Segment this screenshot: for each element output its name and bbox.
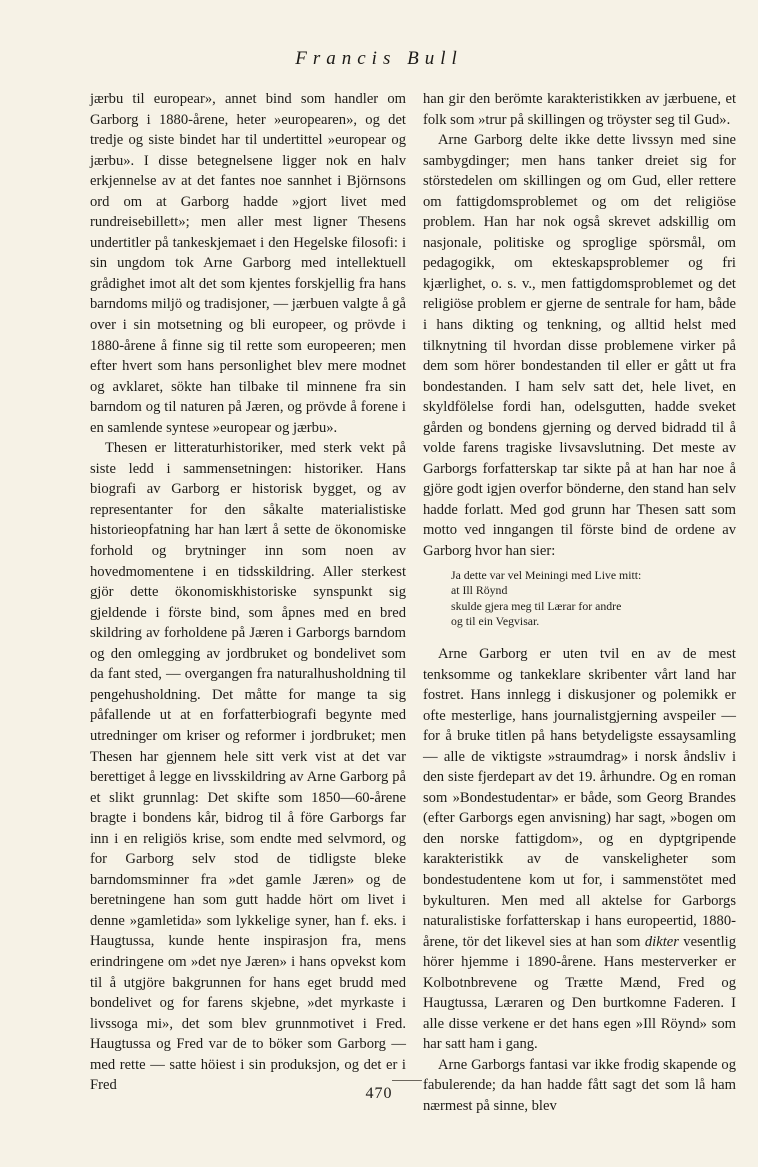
text-run: Arne Garborg er uten tvil en av de mest tenksomme og tankeklare skribenter vårt land har fostret. Hans innlegg i diskusjoner og polemikk er ofte mesterlige, hans journalistgjerning avspeiler — for å bruke titlen på hans betydeligste essaysamling — alle de viktigste »straumdrag» i norsk åndsliv i den siste fjerdepart av det 19. århundre. Og en roman som »Bondestudentar» er både, som Georg Brandes (efter Garborgs egen anvisning) har sagt, »bogen om den norske fattigdom», og en dyptgripende karakteristikk av de vanskeligheter som bondestudentene kom ut for, i sammenstötet med bykulturen. Men med all aktelse for Garborgs naturalistiske forfatterskap i hans europeertid, 1880-årene, tör det likevel sies at han som xyxy=(423,645,736,950)
verse-line: Ja dette var vel Meiningi med Live mitt: xyxy=(451,567,642,582)
footer-divider xyxy=(392,1080,422,1081)
paragraph: Arne Garborgs fantasi var ikke frodig skapende og fabulerende; da han hadde fått sagt det som lå ham nærmest på sinne, blev xyxy=(423,1056,736,1114)
verse-line: og til ein Vegvisar. xyxy=(451,614,540,629)
paragraph: Arne Garborg delte ikke dette livssyn med sine sambygdinger; men hans tanker dreiet sig for störstedelen om skillingen og om Gud, eller rettere om fattigdomsproblemet og om det religiöse problem. Han har nok også skrevet adskillig om nasjonale, politiske og sproglige spörsmål, om pedagogikk, om ekteskapsproblemer og fri kjærlighet, o. s. v., men fattigdomsproblemet og det religiöse problem er gjerne de sentrale for ham, både i hans dikting og tenkning, og alltid helst med tilknytning til hvordan disse problemene virker på dem som hörer bondestanden til eller er gått ut fra bondestanden. I ham selv satt det, hele livet, en skyldfölelse fordi han, odelsgutten, hadde sveket gården og bondens gjerning og derved bidradd til å volde farens tragiske livsavslutning. Det meste av Garborgs forfatterskap tar sikte på at han har noe å gjöre godt igjen overfor bönderne, den stand han selv hadde forlatt. Med god grunn har Thesen satt som motto ved inngangen til förste bind de ordene av Garborg hvor han sier: xyxy=(423,132,736,560)
motto-verse xyxy=(451,568,736,630)
page-number: 470 xyxy=(365,1085,393,1102)
paragraph xyxy=(423,644,736,1055)
paragraph: Thesen er litteraturhistoriker, med sterk vekt på siste ledd i sammensetningen: historiker. Hans biografi av Garborg er historisk bygget, og av representanter for den såkalte materialistiske historieopfatning har han lært å sette de ökonomiske forhold og brytninger inn som noen av hovedmomentene i en tidsskildring. Aller sterkest gjör dette ökonomiskhistoriske synspunkt sig gjeldende i förste bind, som åpnes med en bred skildring av forholdene på Jæren i Garborgs barndom og den omlegging av jordbruket og bondelivet som da fant sted, — overgangen fra naturalhusholdning til pengehusholdning. Det måtte for mange ta sig påfallende ut at en forfatterbiografi begynte med utredninger om kriser og reformer i jordbruket; men Thesen har gjennem hele sitt verk vist at det var berettiget å legge en livsskildring av Arne Garborg på et slikt grunnlag: Det skifte som 1850—60-årene bragte i bondens kår, bidrog til å före Garborgs far inn i en religiös krise, som endte med selvmord, og for Garborg selv stod de tidligste bleke barndomsminner fra »det gamle Jæren» og de beretningene han som gutt hadde hört om livet i denne »gamletida» som lykkelige syner, han f. eks. i Haugtussa, kunde hente inspirasjon fra, mens erindringene om »det nye Jæren» i hans opvekst kom til å utgjöre bakgrunnen for hans eget brudd med bondelivet og for farens skjebne, »det myrkaste i livssoga mi», det som blev grunnmotivet i Fred. Haugtussa og Fred var de to böker som Garborg — med rette — satte höiest i sin produksjon, og det er i Fred xyxy=(90,440,406,1094)
verse-line: skulde gjera meg til Lærar for andre xyxy=(451,598,622,613)
paragraph: jærbu til europear», annet bind som handler om Garborg i 1880-årene, heter »europearen», og det tredje og siste bindet har til undertittel »europear og jærbu». I disse betegnelsene ligger nok en halv erkjennelse av at det fantes noe sannhet i Björnsons ord om at Garborg hadde »gjort livet med rundreisebillett»; men aller mest ligner Thesens undertitler på tankeskjemaet i den Hegelske filosofi: i sin ungdom tok Arne Garborg med intellektuell grådighet imot alt det som kjentes forskjellig fra hans barndoms miljö og tradisjoner, — jærbuen valgte å gå over i sin motsetning og bli europeer, og prövde i 1880-årene å finne sig til rette som europeeren; men efter hvert som hans personlighet blev mere modnet og avklaret, sökte han tilbake til minnene fra sin barndom og til naturen på Jæren, og prövde å forene i en samlende syntese »europear og jærbu». xyxy=(90,91,406,436)
right-column xyxy=(423,89,736,1117)
running-title: Francis Bull xyxy=(295,48,463,69)
left-column xyxy=(90,89,406,1096)
emphasis-dikter: dikter xyxy=(644,933,679,950)
text-run: vesentlig hörer hjemme i 1890-årene. Hans mesterverker er Kolbotnbrevene og Trætte Mænd, Fred og Haugtussa, Læraren og Den burtkomne Faderen. I alle disse verkene er det hans egen »Ill Röynd» som har satt ham i gang. xyxy=(423,933,736,1053)
verse-line: at Ill Röynd xyxy=(451,583,508,598)
paragraph: han gir den berömte karakteristikken av jærbuene, et folk som »trur på skillingen og tröyster seg til Gud». xyxy=(423,91,736,128)
